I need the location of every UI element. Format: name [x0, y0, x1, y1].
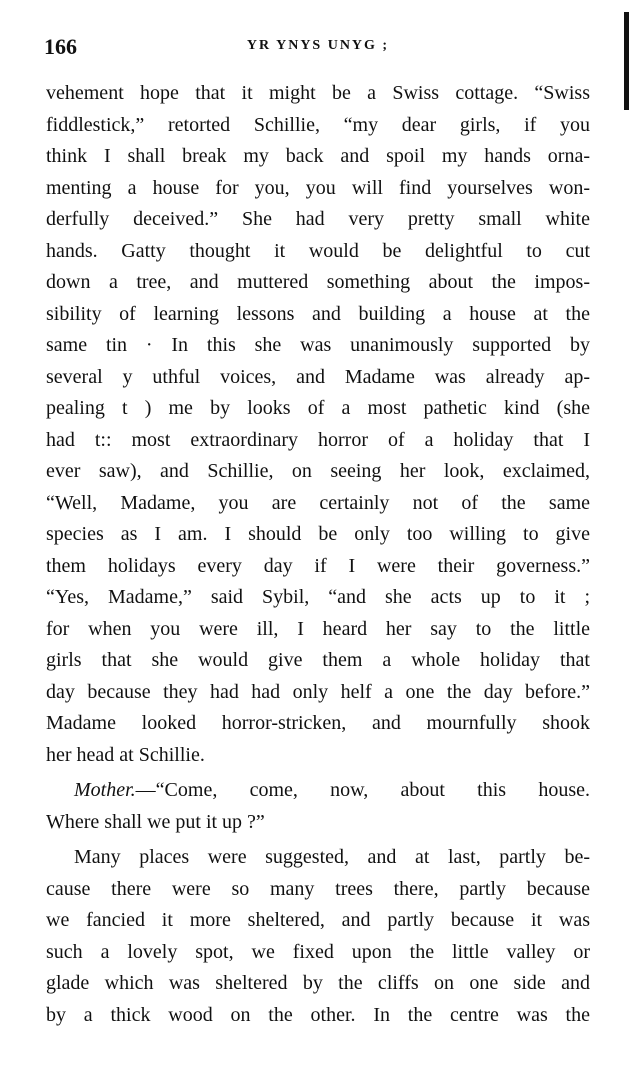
page-number: 166	[44, 34, 77, 59]
paragraph	[46, 842, 590, 1031]
text-line: Madame looked horror-stricken, and mournfully shook	[46, 712, 590, 734]
dialogue-text: —“Come, come, now, about this house.	[135, 779, 590, 801]
text-line: “Yes, Madame,” said Sybil, “and she acts up to it ;	[46, 586, 590, 608]
text-line: her head at Schillie.	[46, 743, 205, 766]
paragraph	[46, 775, 590, 838]
text-line: same tin · In this she was unanimously supported by	[46, 334, 590, 356]
text-line: girls that she would give them a whole holiday that	[46, 649, 590, 671]
page-header	[44, 34, 592, 62]
text-line: had t:: most extraordinary horror of a holiday that I	[46, 428, 590, 451]
text-line: derfully deceived.” She had very pretty small white	[46, 208, 590, 230]
text-line: Where shall we put it up ?”	[46, 810, 265, 833]
speaker-label: Mother.	[74, 779, 136, 801]
text-line: “Well, Madame, you are certainly not of the same	[46, 491, 590, 514]
text-line: sibility of learning lessons and building a house at the	[46, 302, 590, 325]
text-line: such a lovely spot, we fixed upon the little valley or	[46, 940, 590, 963]
text-line: pealing t ) me by looks of a most pathetic kind (she	[46, 397, 590, 419]
margin-rule	[624, 12, 629, 110]
text-line	[46, 775, 590, 807]
text-line: species as I am. I should be only too willing to give	[46, 523, 590, 545]
text-line: by a thick wood on the other. In the centre was the	[46, 1003, 590, 1026]
text-line: Many places were suggested, and at last, partly be-	[74, 846, 590, 868]
body-text	[46, 78, 590, 1031]
text-line: cause there were so many trees there, partly because	[46, 877, 590, 900]
text-line: think I shall break my back and spoil my hands orna-	[46, 145, 590, 167]
text-line: down a tree, and muttered something about the impos-	[46, 271, 590, 293]
text-line: hands. Gatty thought it would be delightful to cut	[46, 239, 590, 262]
text-line: fiddlestick,” retorted Schillie, “my dear girls, if you	[46, 113, 590, 136]
text-line: menting a house for you, you will find yourselves won-	[46, 176, 590, 199]
text-line: day because they had had only helf a one the day before.”	[46, 680, 590, 703]
text-line: we fancied it more sheltered, and partly because it was	[46, 909, 590, 931]
text-line: vehement hope that it might be a Swiss cottage. “Swiss	[46, 82, 590, 104]
text-line: several y uthful voices, and Madame was already ap-	[46, 365, 590, 388]
text-line: glade which was sheltered by the cliffs on one side and	[46, 972, 590, 994]
text-line: for when you were ill, I heard her say to the little	[46, 617, 590, 640]
paragraph	[46, 78, 590, 771]
text-line: them holidays every day if I were their governess.”	[46, 554, 590, 577]
text-line: ever saw), and Schillie, on seeing her look, exclaimed,	[46, 460, 590, 482]
running-head: YR YNYS UNYG ;	[246, 38, 390, 53]
